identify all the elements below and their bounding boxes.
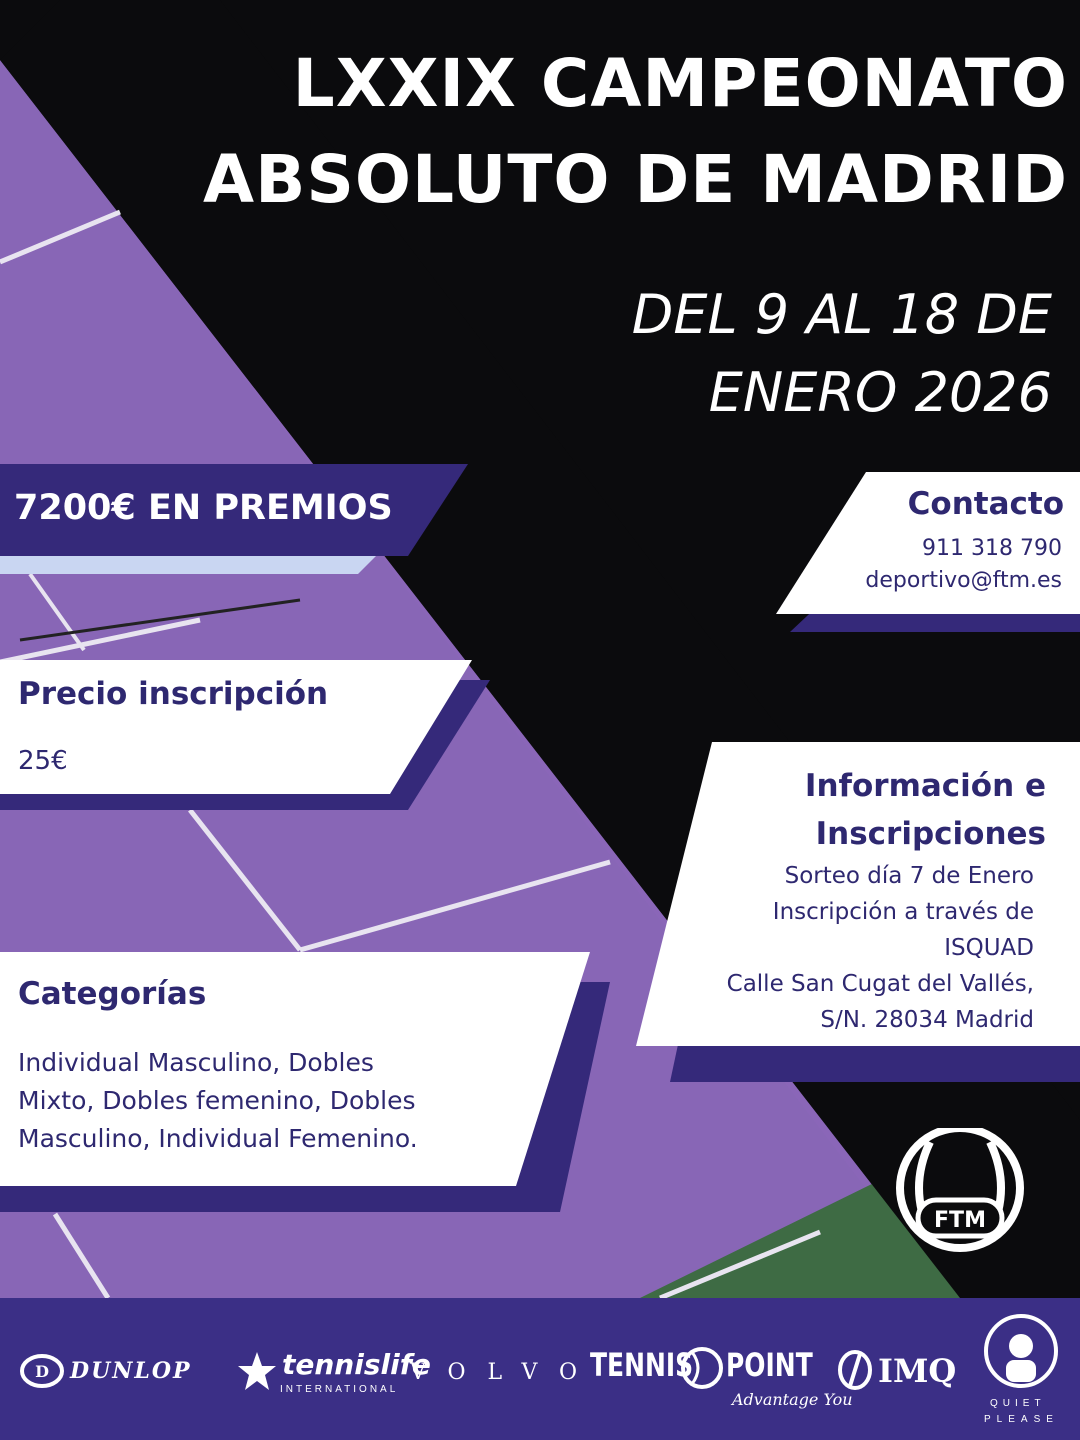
categories-list xyxy=(18,1044,418,1158)
sponsor-tennislife: tennislife xyxy=(282,1348,431,1381)
tennis-ball-icon xyxy=(680,1346,724,1390)
categories-heading: Categorías xyxy=(18,976,207,1012)
sponsor-quiet-line-1: QUIET xyxy=(990,1398,1046,1409)
sponsor-tennispoint: TENNIS xyxy=(590,1346,694,1384)
dates-line-1: DEL 9 AL 18 DE xyxy=(631,283,1052,346)
categories-line-1: Individual Masculino, Dobles xyxy=(18,1048,374,1077)
sponsor-quiet-line-2: PLEASE xyxy=(984,1414,1059,1425)
svg-text:D: D xyxy=(35,1362,49,1381)
star-icon xyxy=(236,1350,278,1394)
sponsor-footer xyxy=(0,1298,1080,1440)
page-title xyxy=(203,36,1068,228)
info-line-3: ISQUAD xyxy=(944,935,1034,961)
title-line-1: LXXIX CAMPEONATO xyxy=(292,45,1068,122)
sponsor-tennislife-sub: INTERNATIONAL xyxy=(280,1384,399,1395)
price-value: 25€ xyxy=(18,746,68,776)
title-line-2: ABSOLUTO DE MADRID xyxy=(203,141,1068,218)
contact-heading: Contacto xyxy=(907,486,1064,522)
info-line-5: S/N. 28034 Madrid xyxy=(820,1007,1034,1033)
categories-line-3: Masculino, Individual Femenino. xyxy=(18,1124,418,1153)
info-heading-line-2: Inscripciones xyxy=(815,816,1046,852)
info-line-1: Sorteo día 7 de Enero xyxy=(784,863,1034,889)
sponsor-imq: IMQ xyxy=(878,1352,957,1390)
dates-line-2: ENERO 2026 xyxy=(708,361,1052,424)
sponsor-volvo: VOLVO xyxy=(410,1360,600,1385)
ftm-logo xyxy=(890,1128,1030,1258)
prize-label: 7200€ EN PREMIOS xyxy=(14,488,393,528)
quiet-please-icon xyxy=(982,1312,1060,1390)
info-heading-line-1: Información e xyxy=(804,768,1046,804)
ftm-logo-text: FTM xyxy=(934,1208,986,1233)
info-line-4: Calle San Cugat del Vallés, xyxy=(726,971,1034,997)
sponsor-tennispoint-2: POINT xyxy=(726,1346,813,1384)
imq-icon xyxy=(836,1350,874,1390)
sponsor-tennispoint-tag: Advantage You xyxy=(732,1390,853,1409)
contact-phone[interactable]: 911 318 790 xyxy=(922,536,1062,561)
info-heading xyxy=(805,762,1046,858)
contact-email[interactable]: deportivo@ftm.es xyxy=(865,568,1062,593)
sponsor-dunlop: DUNLOP xyxy=(70,1358,192,1384)
info-details xyxy=(727,858,1034,1038)
price-heading: Precio inscripción xyxy=(18,676,329,712)
event-dates xyxy=(632,276,1052,432)
dunlop-icon xyxy=(20,1354,64,1388)
categories-line-2: Mixto, Dobles femenino, Dobles xyxy=(18,1086,416,1115)
info-line-2: Inscripción a través de xyxy=(772,899,1034,925)
